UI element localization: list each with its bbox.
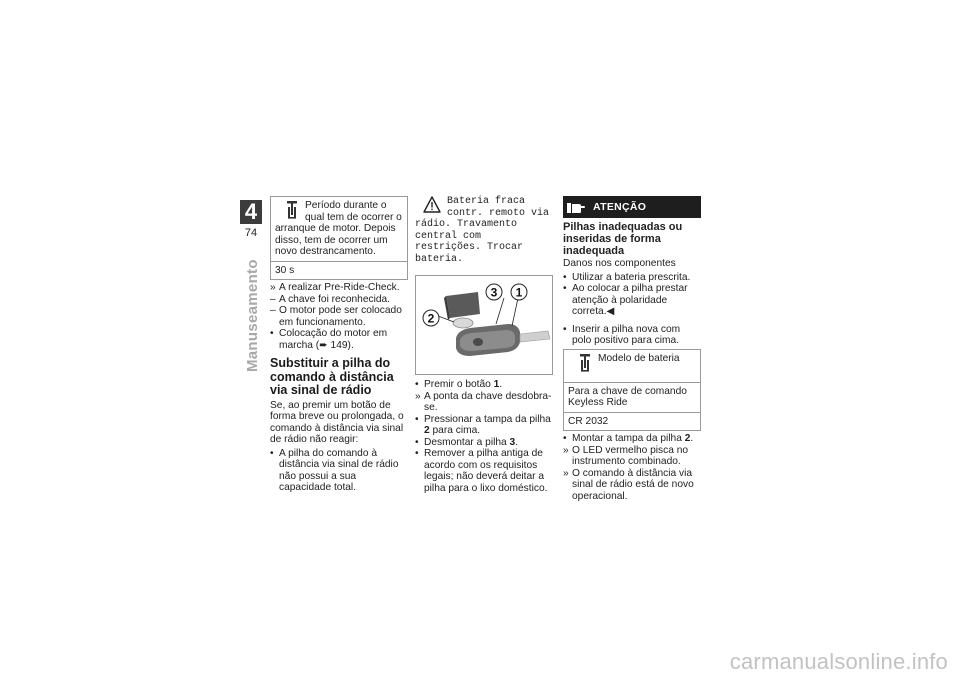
list-item: • Inserir a pilha nova com polo positivo para cima. bbox=[563, 323, 681, 346]
spec-box-title: Modelo de bateria bbox=[598, 352, 680, 364]
list-item: • Utilizar a bateria prescrita. bbox=[563, 271, 691, 283]
key-battery-figure bbox=[415, 275, 553, 375]
specification-icon bbox=[578, 353, 592, 375]
list-item: • Desmontar a pilha 3. bbox=[415, 436, 519, 448]
chapter-title-vertical bbox=[244, 259, 264, 392]
attention-hand-icon bbox=[567, 200, 585, 214]
list-item: » A realizar Pre-Ride-Check. bbox=[270, 282, 400, 293]
section-paragraph: Se, ao premir um botão de forma breve ou prolongada, o comando à distância via sinal de rádio não reagir: bbox=[270, 399, 404, 445]
spec-box-title-row bbox=[564, 350, 700, 382]
list-item: • Ao colocar a pilha prestar atenção à polaridade correta.◀ bbox=[563, 283, 688, 317]
insert-list bbox=[563, 324, 701, 347]
spec-box-battery bbox=[563, 349, 701, 432]
list-item: » O LED vermelho pisca no instrumento combinado. bbox=[563, 444, 689, 467]
list-item: » O comando à distância via sinal de rádio está de novo operacional. bbox=[563, 467, 694, 502]
attention-heading: Pilhas inadequadas ou inseridas de forma inadequada bbox=[563, 221, 683, 257]
figure-label-1: 1 bbox=[515, 285, 523, 300]
list-item: • Pressionar a tampa da pilha 2 para cima. bbox=[415, 413, 551, 436]
specification-icon bbox=[285, 200, 299, 222]
chapter-number: 4 bbox=[240, 200, 262, 224]
section-heading: Substituir a pilha do comando à distância via sinal de rádio bbox=[270, 356, 394, 397]
spec-box-text: Período durante o qual tem de ocorrer o arranque de motor. Depois disso, tem de ocorrer um novo destrancamento. bbox=[275, 200, 402, 257]
warning-triangle-icon bbox=[423, 196, 441, 214]
warning-text: Bateria fraca contr. remoto via rádio. Travamento central com restrições. Trocar bateria. bbox=[415, 196, 550, 265]
spec-box-label: Para a chave de comando Keyless Ride bbox=[564, 382, 700, 412]
list-item: • A pilha do comando à distância via sinal de rádio não possui a sua capacidade total. bbox=[270, 447, 399, 493]
attention-label: ATENÇÃO bbox=[593, 201, 647, 213]
display-warning bbox=[415, 196, 553, 265]
attention-banner bbox=[563, 196, 701, 218]
column-2 bbox=[415, 196, 553, 494]
figure-label-3: 3 bbox=[490, 285, 498, 300]
list-item: – A chave foi reconhecida. bbox=[270, 293, 391, 305]
spec-box-duration bbox=[270, 196, 408, 280]
finish-list bbox=[563, 433, 701, 502]
list-item: • Colocação do motor em marcha (➨ 149). bbox=[270, 328, 388, 351]
watermark: carmanualsonline.info bbox=[729, 649, 948, 674]
cause-list bbox=[270, 448, 408, 494]
list-item: • Montar a tampa da pilha 2. bbox=[563, 433, 694, 444]
column-1 bbox=[270, 196, 408, 494]
attention-subtitle: Danos nos componentes bbox=[563, 258, 676, 269]
result-list bbox=[270, 282, 408, 351]
spec-box-value: CR 2032 bbox=[564, 412, 700, 431]
spec-box-value: 30 s bbox=[271, 261, 407, 280]
list-item: • Premir o botão 1. bbox=[415, 379, 503, 390]
list-item: • Remover a pilha antiga de acordo com os requisitos legais; não deverá deitar a pilha para o lixo doméstico. bbox=[415, 448, 548, 494]
page-number: 74 bbox=[244, 227, 258, 239]
procedure-list bbox=[415, 379, 553, 494]
key-illustration bbox=[416, 276, 553, 374]
list-item: – O motor pode ser colocado em funcionamento. bbox=[270, 305, 402, 328]
column-3 bbox=[563, 196, 701, 502]
attention-list bbox=[563, 272, 701, 318]
chapter-title: Manuseamento bbox=[244, 259, 261, 372]
spec-box-text-row bbox=[271, 197, 407, 261]
figure-label-2: 2 bbox=[427, 311, 435, 326]
list-item: » A ponta da chave desdobra-se. bbox=[415, 390, 552, 413]
